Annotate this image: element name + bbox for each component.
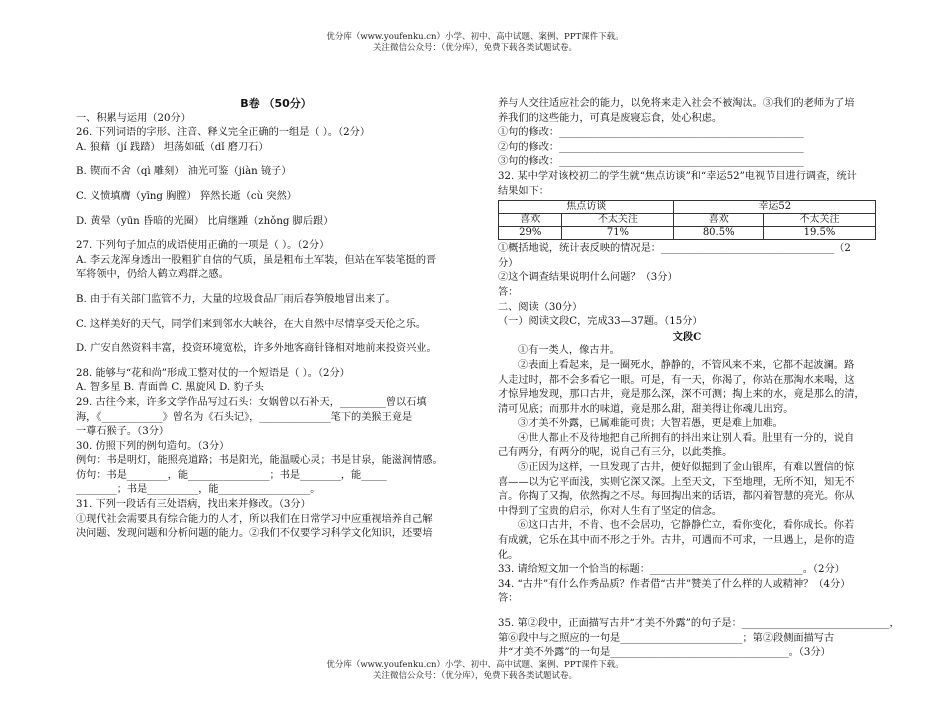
q32-line2: 结果如下： [498, 185, 549, 197]
footer-line-1: 优分库（www.youfenku.cn）小学、初中、高中试题、案例、PPT课件下载。 [326, 660, 624, 670]
q28-stem: 28. 能够与“花和尚”形成工整对仗的一个短语是（ ）。（2分） [76, 367, 350, 379]
q34-answer-label: 答： [498, 593, 519, 605]
table-cell: 19.5% [763, 227, 875, 240]
q26-option-b: B. 锲而不舍（qì 雕刻） 油光可鉴（jiàn 镜子） [76, 166, 292, 178]
passage-line: ④世人都止不及待地把自己所拥有的抖出来让别人看。肚里有一分的，说自 [518, 432, 855, 444]
q31-paragraph-line4: 养我们的这些能力，可真是废寝忘食，处心积虑。 [498, 112, 723, 124]
q26-option-d: D. 黄晕（yūn 昏暗的光圈） 比肩继踵（zhǒng 脚后跟） [76, 215, 334, 227]
q32-answer-1-cont: 分） [498, 257, 519, 269]
q34-stem: 34. “古井”有什么作秀品质？作者借“古井”赞美了什么样的人或精神？（4分） [498, 578, 851, 590]
passage-line: 喜——以为它平面浅，实则它深又深。上至天文，下至地理，无所不知，知无不 [498, 476, 855, 488]
table-header: 喜欢 [499, 214, 562, 227]
q31-paragraph-line3: 养与人交往适应社会的能力，以免将来走入社会不被淘汰。③我们的老师为了培 [498, 98, 855, 109]
q30-example: 例句：书是明灯，能照亮道路；书是阳光，能温暖心灵；书是甘泉，能滋润情感。 [76, 455, 443, 467]
q27-stem: 27. 下列句子加点的成语使用正确的一项是（ ）。（2分） [76, 240, 330, 252]
survey-table-header-row [499, 214, 876, 227]
q32-answer-1: ①概括地说，统计表反映的情况是：__________________________________（2 [498, 243, 851, 255]
header-line-1: 优分库（www.youfenku.cn）小学、初中、高中试题、案例、PPT课件下载。 [326, 32, 624, 42]
q35-line2: 第⑥段中与之照应的一句是________________________；第②段侧面描写古 [498, 632, 835, 644]
q32-answer-label: 答： [498, 286, 519, 298]
q29-line1: 29. 古往今来，许多文学作品写过石头：女娲曾以石补天，_________曾以石填 [76, 396, 427, 408]
survey-table [498, 200, 876, 240]
passage-line: 才惊异地发现，那口古井，竟是那么深，深不可测；掏上来的水，竟是那么的清， [498, 389, 865, 401]
table-cell: 71% [562, 227, 674, 240]
passage-title: 文段C [672, 330, 702, 343]
program-xingyun: 幸运52 [674, 201, 876, 214]
passage-line: 有成就，它乐在其中而不形之于外。古井，可遇而不可求，一旦遇上，是你的造 [498, 535, 855, 547]
q29-line2: 海，《____________》曾名为《石头记》，______________笔下的美猴王竟是 [76, 411, 413, 423]
left-column [76, 97, 476, 542]
q31-fix-2: ②句的修改：________________________________________________ [498, 141, 804, 153]
section-b-title: B卷 （50分） [240, 97, 312, 110]
table-header: 不太关注 [562, 214, 674, 227]
program-jiaodian: 焦点访谈 [499, 201, 674, 214]
reading-sub-heading: （一）阅读文段C，完成33—37题。（15分） [498, 316, 703, 328]
survey-table-value-row [499, 227, 876, 240]
q35-line3: 井“才美不外露”的一句是___________________________________。（3分） [498, 647, 831, 659]
q26-stem: 26. 下列词语的字形、注音、释义完全正确的一组是（ ）。（2分） [76, 127, 371, 139]
passage-line: ⑥这口古井，不肯、也不会居功，它静静伫立，看你变化，看你成长。你若 [518, 520, 855, 532]
section-2-heading: 二、阅读（30分） [498, 301, 583, 313]
passage-line: 化。 [498, 549, 519, 561]
q26-option-a: A. 狼藉（jí 践踏） 坦荡如砥（dǐ 磨刀石） [76, 141, 269, 153]
table-cell: 80.5% [674, 227, 764, 240]
survey-table-program-row [499, 201, 876, 214]
passage-line: 中得到了宝贵的启示，你对人生有了坚定的信念。 [498, 505, 723, 517]
q35-line1: 35. 第②段中，正面描写古井“才美不外露”的句子是：_____________________________， [498, 618, 900, 629]
footer-line-2: 关注微信公众号：（优分库），免费下载各类试题试卷。 [372, 671, 577, 681]
passage-line: 人走过时，都不会多看它一眼。可是，有一天，你渴了，你站在那淘水来喝，这 [498, 374, 855, 386]
q29-line3: 一尊石猴子。（3分） [76, 426, 170, 438]
q33: 33. 请给短文加一个恰当的标题：______________________________。（2分） [498, 564, 845, 576]
passage-line: 言。你掏了又掏，依然掏之不尽。每回掏出来的话语，都闪着智慧的亮光。你从 [498, 491, 855, 503]
q26-option-c: C. 义愤填膺（yīng 胸膛） 猝然长逝（cù 突然） [76, 190, 297, 202]
q27-option-d: D. 广安自然资料丰富，投资环境宽松，许多外地客商针锋相对地前来投资兴业。 [76, 343, 437, 355]
passage-line: 己有两分，有两分的呢，说自己有三分，以此类推。 [498, 447, 733, 459]
page-header [0, 32, 950, 54]
q30-imitation-line2: ________；书是__________，能__________________。 [76, 484, 321, 496]
page-footer [0, 660, 950, 682]
passage-line: ①有一类人，像古井。 [518, 345, 620, 357]
q27-option-c: C. 这样美好的天气，同学们来到邻水大峡谷，在大自然中尽情享受天伦之乐。 [76, 318, 427, 330]
q28-options: A. 智多星 B. 青面兽 C. 黑旋风 D. 豹子头 [76, 382, 264, 394]
passage-line: ⑤正因为这样，一旦发现了古井，便好似掘到了金山银库，有难以置信的惊 [518, 462, 855, 474]
table-header: 喜欢 [674, 214, 764, 227]
q30-stem: 30. 仿照下列的例句造句。（3分） [76, 440, 230, 452]
q27-option-a-line1: A. 李云龙浑身透出一股粗犷自信的气质，虽是粗布土军装，但站在军装笔挺的晋 [76, 254, 437, 266]
passage-line: ②表面上看起来，是一圈死水，静静的，不管风来不来，它都不起波澜。路 [518, 359, 855, 371]
q31-stem: 31. 下列一段话有三处语病，找出来并修改。（3分） [76, 499, 311, 511]
section-1-heading: 一、积累与运用（20分） [76, 112, 191, 124]
q30-imitation-line1: 仿句：书是________，能________________；书是________，能_____ [76, 469, 387, 481]
q32-answer-2: ②这个调查结果说明什么问题？（3分） [498, 272, 678, 284]
passage-line: ③才美不外露，已属难能可贵；大智若愚，更是难上加难。 [518, 418, 783, 430]
header-line-2: 关注微信公众号：（优分库），免费下载各类试题试卷。 [372, 43, 577, 53]
passage-line: 清可见底；而那井水的味道，竟是那么甜，甜美得让你魂儿出窍。 [498, 403, 794, 415]
q32-line1: 32. 某中学对该校初二的学生就“焦点访谈”和“幸运52”电视节目进行调查，统计 [498, 170, 857, 182]
q27-option-b: B. 由于有关部门监管不力，大量的垃圾食品厂雨后春笋般地冒出来了。 [76, 293, 396, 305]
q31-fix-3: ③句的修改：________________________________________________ [498, 156, 804, 168]
right-column [498, 97, 900, 661]
table-header: 不太关注 [763, 214, 875, 227]
passage [498, 344, 876, 563]
q31-paragraph-line1: ①现代社会需要具有综合能力的人才，所以我们在日常学习中应重视培养自己解 [76, 513, 433, 525]
q31-fix-1: ①句的修改：________________________________________________ [498, 127, 804, 139]
table-cell: 29% [499, 227, 562, 240]
q27-option-a-line2: 军将领中，仍给人鹤立鸡群之感。 [76, 269, 229, 281]
q31-paragraph-line2: 决问题、发现问题和分析问题的能力。②我们不仅要学习科学文化知识，还要培 [76, 528, 433, 540]
